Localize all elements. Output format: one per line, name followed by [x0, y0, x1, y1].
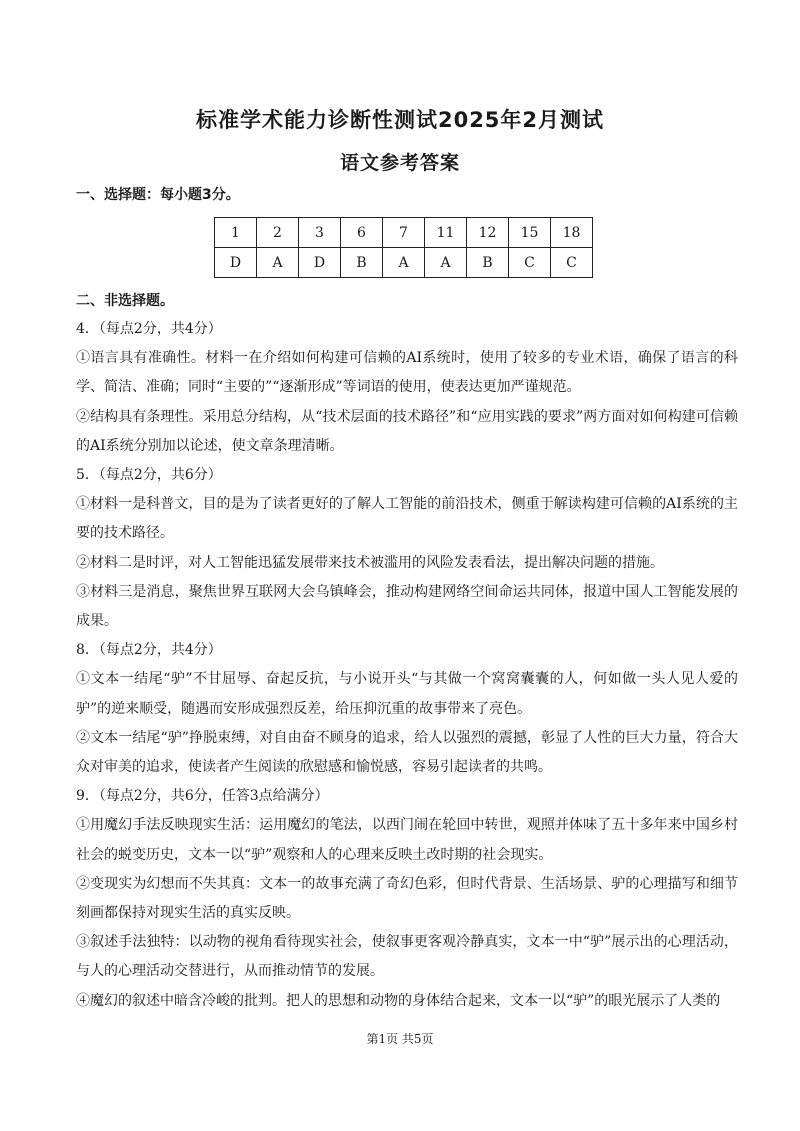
- answer-cell: B: [341, 248, 383, 278]
- answer-cell: A: [383, 248, 425, 278]
- question-header: 8．（每点2分，共4分）: [76, 642, 222, 659]
- page-subtitle: 语文参考答案: [339, 152, 460, 174]
- question-number-cell: 3: [299, 218, 341, 248]
- answer-cell: B: [467, 248, 509, 278]
- answer-cell: D: [299, 248, 341, 278]
- section-heading-non-choice: 二、非选择题。: [76, 293, 174, 309]
- answer-cell: C: [551, 248, 593, 278]
- answer-cell: D: [215, 248, 257, 278]
- question-number-cell: 1: [215, 218, 257, 248]
- page-title: 标准学术能力诊断性测试2025年2月测试: [195, 108, 605, 132]
- answer-point: ②结构具有条理性。采用总分结构，从“技术层面的技术路径”和“应用实践的要求”两方面对如何构建可信赖的AI系统分别加以论述，使文章条理清晰。: [76, 408, 738, 454]
- question-header: 9．（每点2分，共6分，任答3点给满分）: [76, 788, 329, 805]
- answer-table: [214, 217, 593, 278]
- question-number-cell: 2: [257, 218, 299, 248]
- answer-cell: C: [509, 248, 551, 278]
- question-header: 5．（每点2分，共6分）: [76, 467, 222, 484]
- question-number-cell: 7: [383, 218, 425, 248]
- answer-point: ①材料一是科普文，目的是为了读者更好的了解人工智能的前沿技术，侧重于解读构建可信赖的AI系统的主要的技术路径。: [76, 496, 738, 542]
- answer-cell: A: [257, 248, 299, 278]
- answer-cell: A: [425, 248, 467, 278]
- answer-point: ②材料二是时评，对人工智能迅猛发展带来技术被滥用的风险发表看法，提出解决问题的措施。: [76, 554, 664, 571]
- question-number-cell: 18: [551, 218, 593, 248]
- answer-point: ①文本一结尾“驴”不甘屈辱、奋起反抗，与小说开头“与其做一个窝窝囊囊的人，何如做一头人见人爱的驴”的逆来顺受，随遇而安形成强烈反差，给压抑沉重的故事带来了亮色。: [76, 671, 738, 717]
- answer-point: ②变现实为幻想而不失其真：文本一的故事充满了奇幻色彩，但时代背景、生活场景、驴的心理描写和细节刻画都保持对现实生活的真实反映。: [76, 875, 738, 922]
- answer-content: [76, 315, 738, 1016]
- answer-point: ③叙述手法独特：以动物的视角看待现实社会，使叙事更客观冷静真实，文本一中“驴”展示出的心理活动，与人的心理活动交替进行，从而推动情节的发展。: [76, 934, 738, 980]
- answer-point: ②文本一结尾“驴”挣脱束缚，对自由奋不顾身的追求，给人以强烈的震撼，彰显了人性的巨大力量，符合大众对审美的追求，使读者产生阅读的欣慰感和愉悦感，容易引起读者的共鸣。: [76, 729, 738, 776]
- question-number-cell: 6: [341, 218, 383, 248]
- answer-point: ①语言具有准确性。材料一在介绍如何构建可信赖的AI系统时，使用了较多的专业术语，确保了语言的科学、简洁、准确；同时“主要的”“逐渐形成”等词语的使用，使表达更加严谨规范。: [76, 350, 738, 396]
- answer-row: [215, 248, 593, 278]
- answer-point: ④魔幻的叙述中暗含冷峻的批判。把人的思想和动物的身体结合起来，文本一以“驴”的眼光展示了人类的: [76, 992, 721, 1009]
- question-number-row: [215, 218, 593, 248]
- question-number-cell: 12: [467, 218, 509, 248]
- answer-point: ①用魔幻手法反映现实生活：运用魔幻的笔法，以西门闹在轮回中转世，观照并体味了五十多年来中国乡村社会的蜕变历史，文本一以“驴”观察和人的心理来反映土改时期的社会现实。: [76, 817, 738, 863]
- page-footer: 第1页 共5页: [366, 1032, 434, 1046]
- section-heading-multiple-choice: 一、选择题：每小题3分。: [76, 187, 240, 203]
- question-number-cell: 11: [425, 218, 467, 248]
- question-number-cell: 15: [509, 218, 551, 248]
- question-header: 4．（每点2分，共4分）: [76, 321, 222, 337]
- answer-point: ③材料三是消息，聚焦世界互联网大会乌镇峰会，推动构建网络空间命运共同体，报道中国人工智能发展的成果。: [76, 583, 738, 630]
